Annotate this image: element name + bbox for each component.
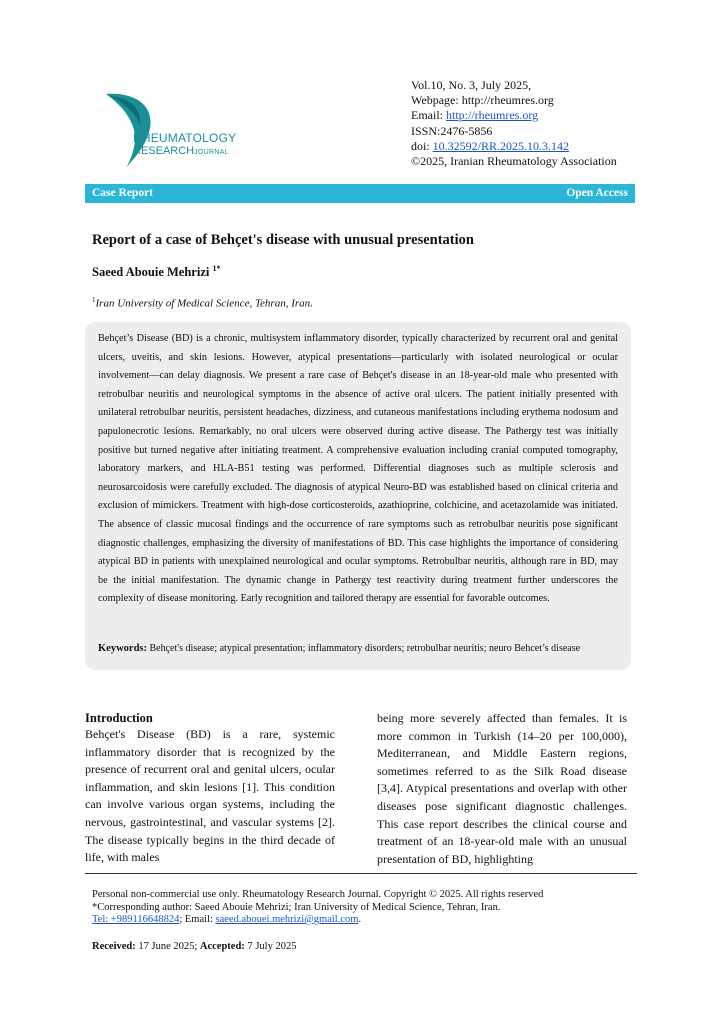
footer-email-label: ; Email: bbox=[179, 914, 216, 925]
keywords bbox=[98, 642, 628, 655]
affiliation-text: Iran University of Medical Science, Tehran, Iran. bbox=[95, 297, 313, 310]
accepted-date: 7 July 2025 bbox=[244, 941, 297, 952]
journal-email-link[interactable]: http://rheumres.org bbox=[446, 108, 539, 123]
body-column-right bbox=[377, 710, 627, 868]
logo-line1: RHEUMATOLOGY bbox=[133, 131, 237, 145]
affiliation bbox=[92, 296, 313, 310]
introduction-text-left: Behçet's Disease (BD) is a rare, systemic inflammatory disorder that is recognized by the presence of recurrent oral and genital ulcers, ocular inflammation, and skin lesions [1]. This condition can involve various organ systems, including the nervous, gastrointestinal, and vascular systems [2]. The disease typically begins in the third decade of life, with males bbox=[85, 727, 335, 865]
journal-meta bbox=[411, 78, 617, 169]
article-type: Case Report bbox=[92, 187, 153, 199]
logo-line2-suffix: JOURNAL bbox=[194, 149, 229, 156]
article-dates bbox=[92, 941, 296, 952]
body-column-left bbox=[85, 710, 335, 867]
keywords-text: Behçet's disease; atypical presentation; inflammatory disorders; retrobulbar neuritis; neuro Behcet’s disease bbox=[147, 643, 581, 654]
footer-divider bbox=[85, 873, 637, 874]
phone-link[interactable]: Tel: +989116648824 bbox=[92, 914, 180, 925]
author-email-link[interactable]: saeed.abouei.mehrizi@gmail.com bbox=[215, 914, 359, 925]
article-type-banner bbox=[85, 184, 635, 203]
abstract-text: Behçet’s Disease (BD) is a chronic, multisystem inflammatory disorder, typically characterized by recurrent oral and genital ulcers, uveitis, and skin lesions. However, atypical presentations—particularly with isolated neurological or ocular involvement—can delay diagnosis. We present a rare case of Behçet's disease in an 18-year-old male who presented with retrobulbar neuritis and neurological symptoms in the absence of active oral ulcers. The patient initially presented with unilateral retrobulbar neuritis, persistent headaches, dizziness, and cutaneous manifestations including erythema nodosum and papulonecrotic lesions. Remarkably, no oral ulcers were observed during active disease. The Pathergy test was initially positive but turned negative after initiating treatment. A comprehensive evaluation including cranial computed tomography, laboratory markers, and HLA-B51 testing was performed. Differential diagnoses such as multiple sclerosis and neurosarcoidosis were carefully excluded. The diagnosis of atypical Neuro-BD was established based on clinical criteria and exclusion of mimickers. Treatment with high-dose corticosteroids, azathioprine, colchicine, and acetazolamide was initiated. The absence of classic mucosal findings and the occurrence of rare symptoms such as retrobulbar neuritis pose significant diagnostic challenges, emphasizing the diversity of manifestations of BD. This case highlights the importance of considering atypical BD in patients with unexplained neurological and ocular symptoms. Retrobulbar neuritis, although rare in BD, may be the initial manifestation. The dynamic change in Pathergy test reactivity during treatment further underscores the complexity of disease monitoring. Early recognition and tailored therapy are essential for favorable outcomes. bbox=[98, 333, 618, 605]
issn: ISSN:2476-5856 bbox=[411, 123, 493, 138]
accepted-label: Accepted: bbox=[199, 941, 245, 952]
abstract-box bbox=[85, 322, 631, 670]
doi-label: doi: bbox=[411, 138, 433, 153]
volume-info: Vol.10, No. 3, July 2025, bbox=[411, 78, 532, 92]
affiliation-mark: 1 bbox=[92, 296, 96, 304]
keywords-label: Keywords: bbox=[98, 643, 147, 654]
corresponding-author: *Corresponding author: Saeed Abouie Mehrizi; Iran University of Medical Science, Tehran, Iran. bbox=[92, 901, 501, 913]
webpage-label: Webpage: bbox=[411, 93, 462, 108]
footer-notes bbox=[92, 889, 543, 927]
doi-link[interactable]: 10.32592/RR.2025.10.3.142 bbox=[432, 138, 570, 153]
webpage-url: http://rheumres.org bbox=[461, 93, 554, 108]
author-line bbox=[92, 264, 220, 280]
email-label: Email: bbox=[411, 108, 446, 123]
author-marks: 1* bbox=[212, 264, 221, 273]
article-title: Report of a case of Behçet's disease with unusual presentation bbox=[92, 232, 474, 248]
copyright: ©2025, Iranian Rheumatology Association bbox=[411, 154, 617, 169]
footer-email-end: . bbox=[358, 914, 362, 925]
author-name: Saeed Abouie Mehrizi bbox=[92, 265, 213, 280]
introduction-text-right: being more severely affected than females. It is more common in Turkish (14–20 per 100,000), Mediterranean, and Middle Eastern regions, sometimes referred to as the Silk Road disease [3,4]. Atypical presentations and overlap with other diseases pose significant diagnostic challenges. This case report describes the clinical course and treatment of an 18-year-old male with an unusual presentation of BD, highlighting bbox=[377, 711, 627, 866]
copyright-notice: Personal non-commercial use only. Rheumatology Research Journal. Copyright © 2025. All rights reserved bbox=[92, 889, 544, 900]
journal-logo-text bbox=[133, 132, 236, 159]
logo-line2: RESEARCH bbox=[133, 145, 195, 157]
received-date: 17 June 2025; bbox=[135, 941, 200, 952]
received-label: Received: bbox=[92, 941, 136, 952]
section-heading-introduction: Introduction bbox=[85, 711, 153, 725]
open-access-label: Open Access bbox=[566, 187, 628, 199]
